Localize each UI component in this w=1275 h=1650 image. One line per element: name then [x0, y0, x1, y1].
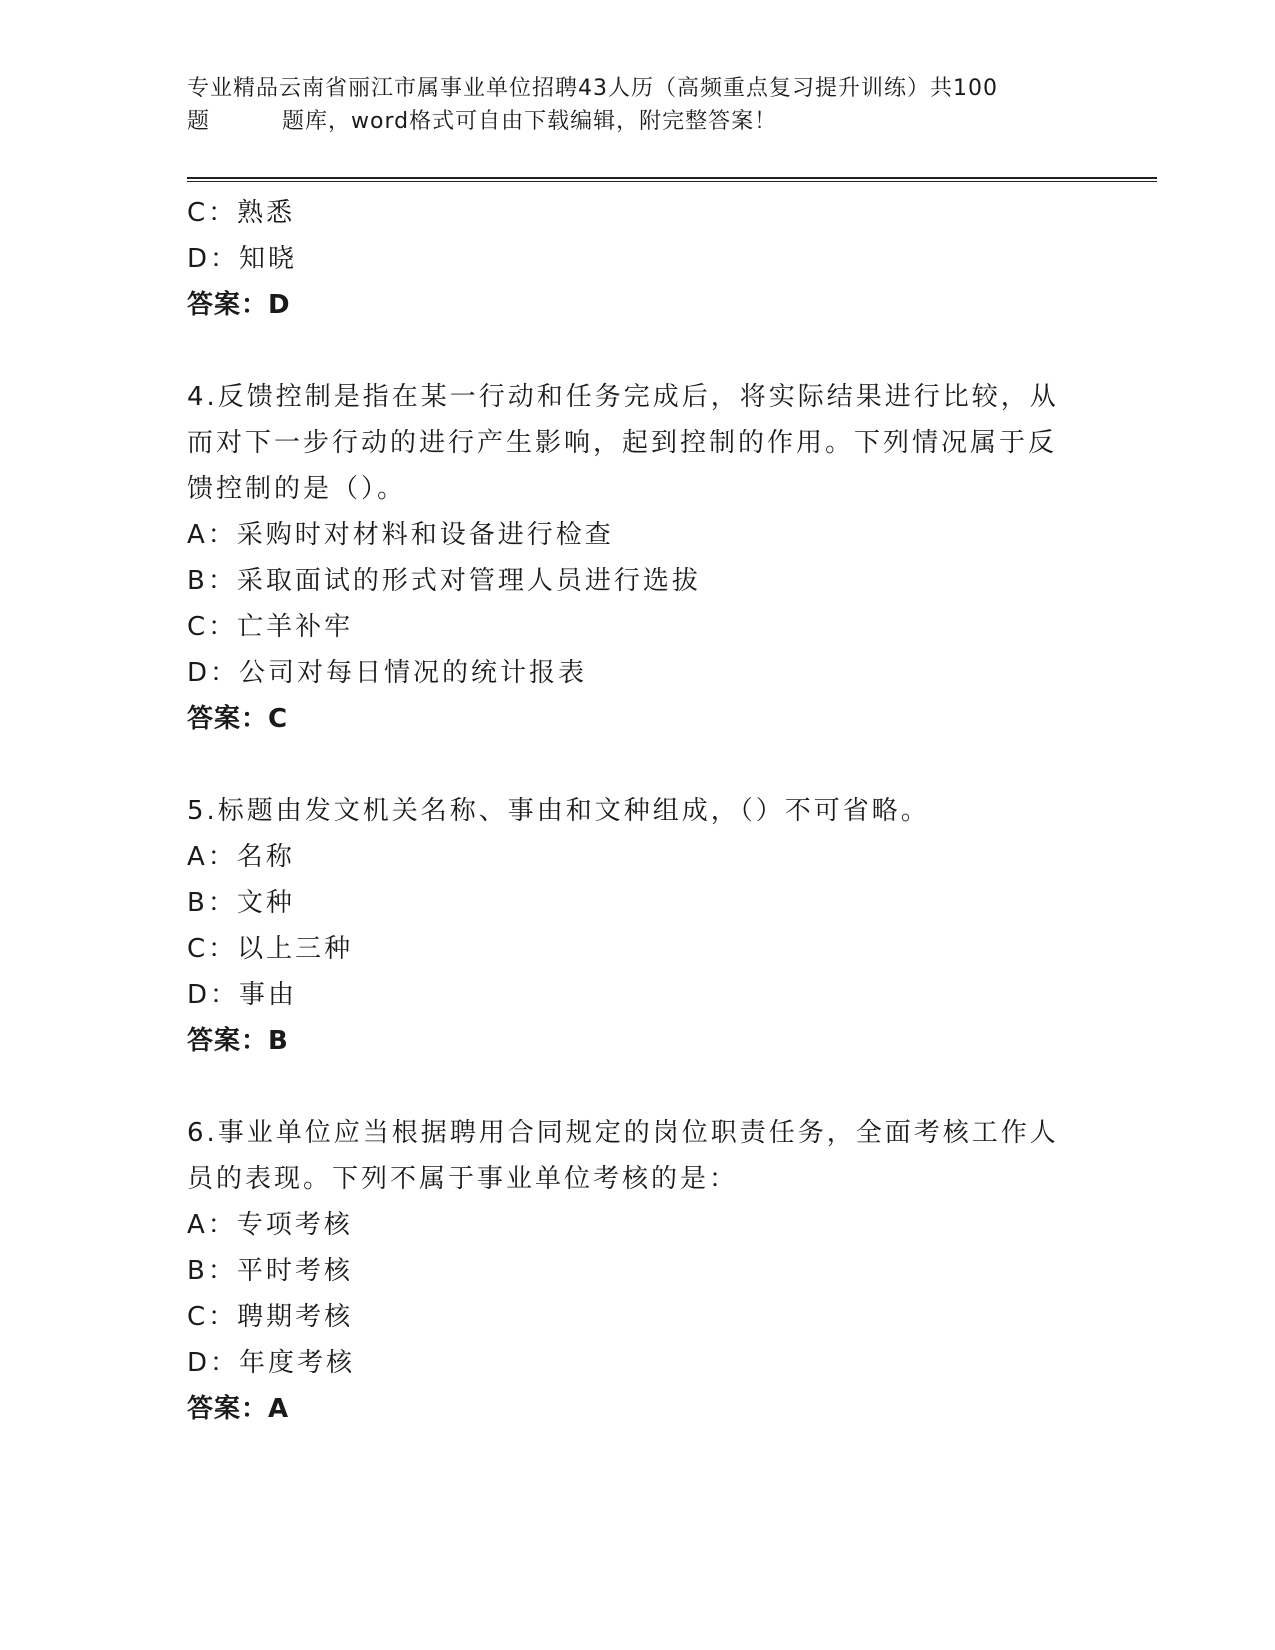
header-line2-rest: 题库，word格式可自由下载编辑，附完整答案！: [282, 109, 778, 134]
header-divider: [187, 177, 1157, 182]
question-text: 馈控制的是（）。: [187, 474, 407, 504]
question-text: 而对下一步行动的进行产生影响，起到控制的作用。下列情况属于反: [187, 428, 1058, 458]
answer: 答案：A: [187, 1394, 290, 1424]
question-4: [187, 374, 1087, 742]
option-a: A：采购时对材料和设备进行检查: [187, 520, 614, 550]
question-text: 员的表现。下列不属于事业单位考核的是：: [187, 1164, 739, 1194]
option-a: A：专项考核: [187, 1210, 353, 1240]
question-3-tail: [187, 190, 1087, 328]
option-d: D：年度考核: [187, 1348, 356, 1378]
option-b: B：文种: [187, 888, 295, 918]
question-6: [187, 1110, 1087, 1432]
option-b: B：平时考核: [187, 1256, 353, 1286]
option-c: C：以上三种: [187, 934, 354, 964]
option-c: C：聘期考核: [187, 1302, 354, 1332]
answer: 答案：D: [187, 290, 291, 320]
option-d: D：事由: [187, 980, 298, 1010]
question-5: [187, 788, 1087, 1064]
page-header: [187, 72, 1117, 138]
option-d: D：知晓: [187, 244, 298, 274]
header-line2-prefix: 题: [187, 109, 211, 134]
question-text: 4.反馈控制是指在某一行动和任务完成后，将实际结果进行比较，从: [187, 382, 1059, 412]
option-c: C：亡羊补牢: [187, 612, 354, 642]
option-d: D：公司对每日情况的统计报表: [187, 658, 588, 688]
answer: 答案：C: [187, 704, 289, 734]
option-c: C：熟悉: [187, 198, 296, 228]
option-a: A：名称: [187, 842, 295, 872]
question-text: 5.标题由发文机关名称、事由和文种组成，（）不可省略。: [187, 796, 930, 826]
header-title-line1: 专业精品云南省丽江市属事业单位招聘43人历（高频重点复习提升训练）共100: [187, 76, 998, 101]
option-b: B：采取面试的形式对管理人员进行选拔: [187, 566, 701, 596]
header-title-line2: [187, 105, 1117, 138]
question-content: [187, 190, 1087, 1432]
question-text: 6.事业单位应当根据聘用合同规定的岗位职责任务，全面考核工作人: [187, 1118, 1059, 1148]
answer: 答案：B: [187, 1026, 289, 1056]
